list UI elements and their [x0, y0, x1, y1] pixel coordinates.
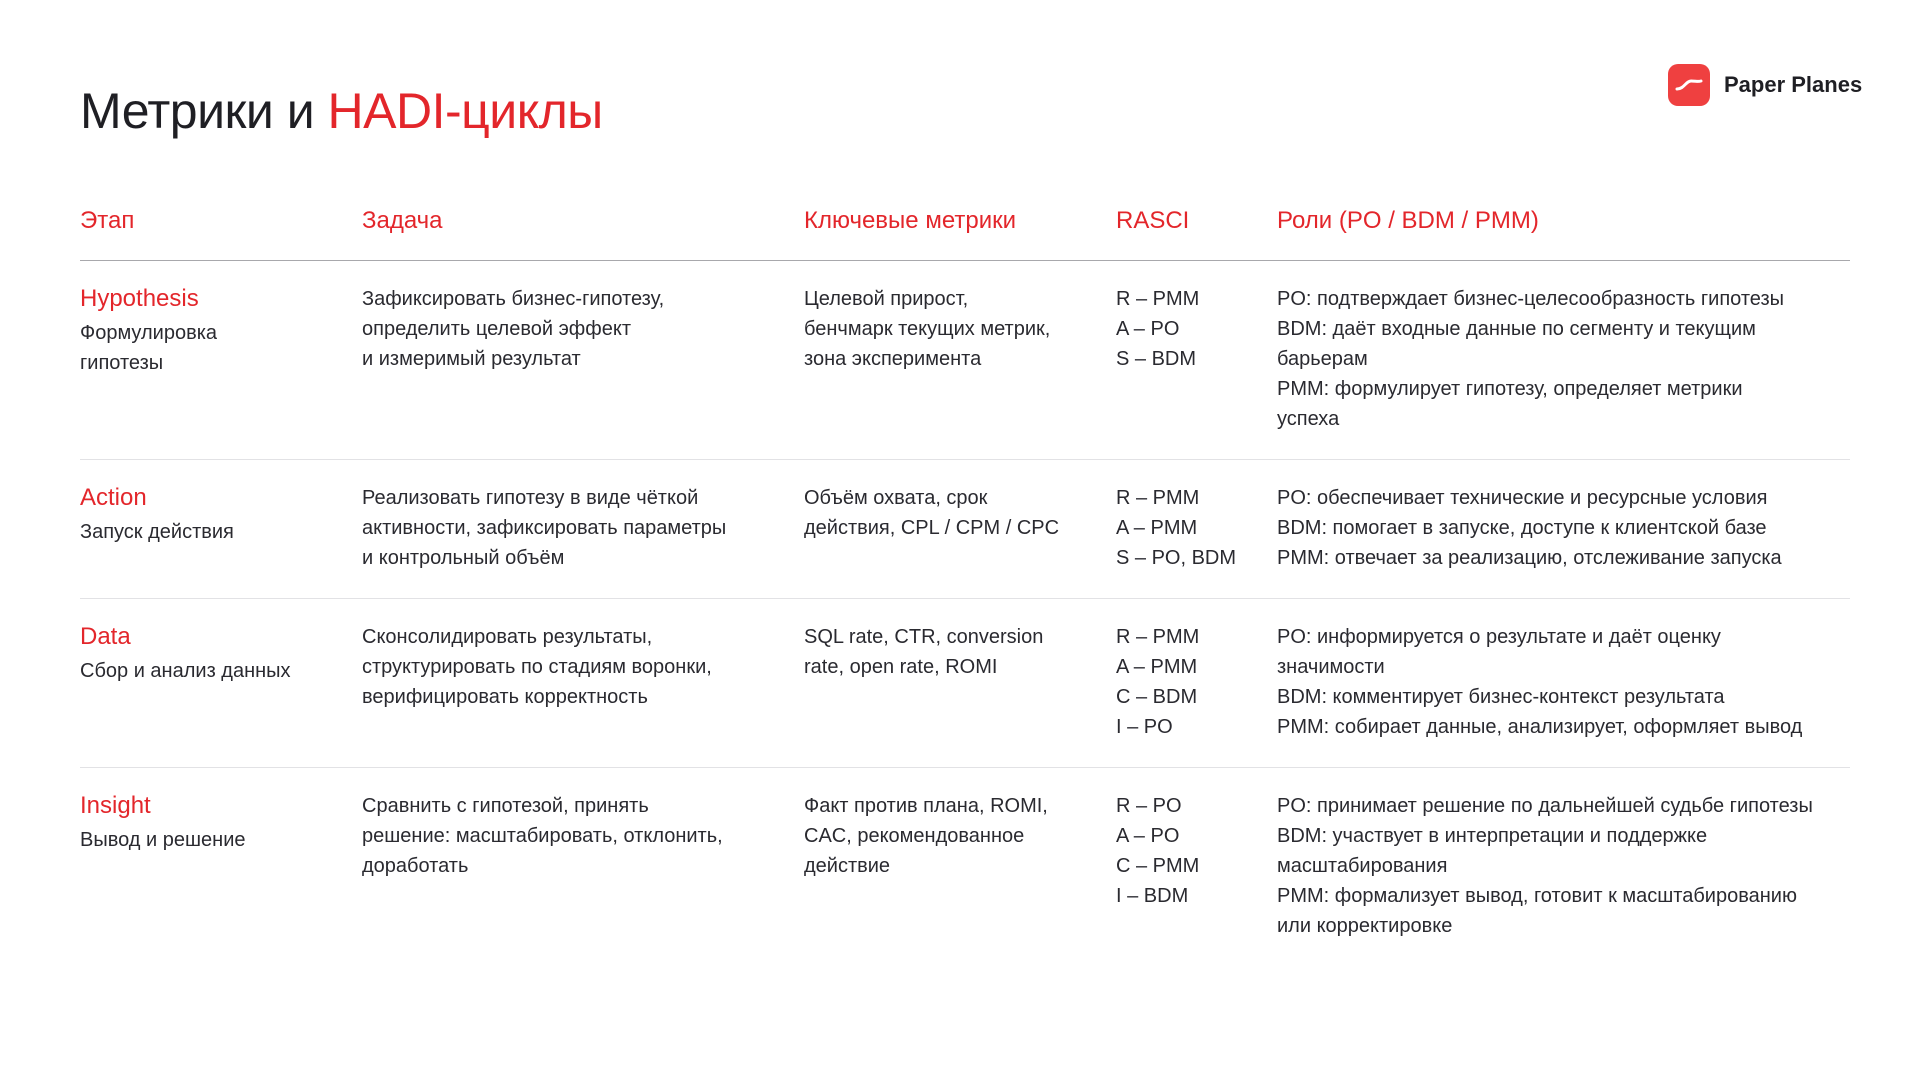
- metrics-line: Факт против плана, ROMI,: [804, 795, 1048, 817]
- rasci-line: I – BDM: [1116, 885, 1189, 907]
- header-task: Задача: [362, 207, 443, 234]
- task-line: Зафиксировать бизнес-гипотезу,: [362, 288, 665, 310]
- stage-cell: [80, 622, 362, 767]
- roles-cell: [1277, 622, 1850, 767]
- roles-line: PO: информируется о результате и даёт оценку: [1277, 626, 1721, 648]
- metrics-line: действия, CPL / CPM / CPC: [804, 517, 1060, 539]
- roles-line: масштабирования: [1277, 855, 1448, 877]
- metrics-line: действие: [804, 855, 891, 877]
- roles-line: PO: подтверждает бизнес-целесообразность гипотезы: [1277, 288, 1785, 310]
- roles-line: PO: обеспечивает технические и ресурсные условия: [1277, 487, 1768, 509]
- roles-line: BDM: помогает в запуске, доступе к клиентской базе: [1277, 517, 1767, 539]
- stage-name: Hypothesis: [80, 285, 199, 312]
- roles-line: PO: принимает решение по дальнейшей судьбе гипотезы: [1277, 795, 1813, 817]
- rasci-line: S – PO, BDM: [1116, 547, 1237, 569]
- task-line: определить целевой эффект: [362, 318, 631, 340]
- header-roles: Роли (PO / BDM / PMM): [1277, 207, 1539, 234]
- rasci-line: R – PO: [1116, 795, 1182, 817]
- rasci-line: C – BDM: [1116, 686, 1198, 708]
- rasci-line: C – PMM: [1116, 855, 1200, 877]
- metrics-line: rate, open rate, ROMI: [804, 656, 998, 678]
- header-metrics: Ключевые метрики: [804, 207, 1017, 234]
- rasci-cell: [1116, 791, 1277, 948]
- rasci-line: R – PMM: [1116, 626, 1200, 648]
- roles-line: BDM: участвует в интерпретации и поддержке: [1277, 825, 1708, 847]
- table-row-insight: [80, 768, 1850, 948]
- roles-line: или корректировке: [1277, 915, 1453, 937]
- task-line: структурировать по стадиям воронки,: [362, 656, 712, 678]
- rasci-line: A – PMM: [1116, 517, 1198, 539]
- rasci-cell: [1116, 483, 1277, 598]
- roles-cell: [1277, 483, 1850, 598]
- metrics-line: Целевой прирост,: [804, 288, 969, 310]
- metrics-cell: [804, 284, 1116, 459]
- metrics-line: Объём охвата, срок: [804, 487, 988, 509]
- task-line: и контрольный объём: [362, 547, 565, 569]
- stage-cell: [80, 284, 362, 459]
- task-line: верифицировать корректность: [362, 686, 648, 708]
- rasci-line: A – PO: [1116, 318, 1180, 340]
- page-title: [80, 80, 603, 142]
- task-line: решение: масштабировать, отклонить,: [362, 825, 723, 847]
- task-line: активности, зафиксировать параметры: [362, 517, 727, 539]
- task-line: Сравнить с гипотезой, принять: [362, 795, 649, 817]
- task-cell: [362, 483, 804, 598]
- rasci-cell: [1116, 284, 1277, 459]
- stage-name: Insight: [80, 792, 151, 819]
- metrics-line: бенчмарк текущих метрик,: [804, 318, 1051, 340]
- roles-line: BDM: даёт входные данные по сегменту и текущим: [1277, 318, 1756, 340]
- roles-line: успеха: [1277, 408, 1340, 430]
- roles-line: PMM: собирает данные, анализирует, оформляет вывод: [1277, 716, 1803, 738]
- roles-line: барьерам: [1277, 348, 1368, 370]
- metrics-cell: [804, 791, 1116, 948]
- roles-line: PMM: формулирует гипотезу, определяет метрики: [1277, 378, 1743, 400]
- stage-cell: [80, 791, 362, 948]
- hadi-table: [80, 203, 1850, 948]
- metrics-cell: [804, 483, 1116, 598]
- paper-planes-logo-icon: [1668, 64, 1710, 106]
- roles-cell: [1277, 791, 1850, 948]
- table-row-action: [80, 460, 1850, 599]
- rasci-line: I – PO: [1116, 716, 1173, 738]
- rasci-line: R – PMM: [1116, 487, 1200, 509]
- task-cell: [362, 791, 804, 948]
- header-stage: Этап: [80, 207, 135, 234]
- stage-desc-line: Сбор и анализ данных: [80, 660, 291, 682]
- table-header: [80, 203, 1850, 261]
- roles-line: BDM: комментирует бизнес-контекст результата: [1277, 686, 1725, 708]
- stage-desc-line: гипотезы: [80, 352, 164, 374]
- brand-name: Paper Planes: [1724, 72, 1863, 97]
- metrics-cell: [804, 622, 1116, 767]
- task-line: доработать: [362, 855, 469, 877]
- roles-line: значимости: [1277, 656, 1385, 678]
- metrics-line: SQL rate, CTR, conversion: [804, 626, 1044, 648]
- table-row-hypothesis: [80, 261, 1850, 460]
- task-line: и измеримый результат: [362, 348, 581, 370]
- stage-name: Action: [80, 484, 147, 511]
- header-rasci: RASCI: [1116, 207, 1190, 234]
- title-accent: HADI-циклы: [327, 83, 603, 139]
- rasci-line: R – PMM: [1116, 288, 1200, 310]
- task-line: Реализовать гипотезу в виде чёткой: [362, 487, 699, 509]
- roles-cell: [1277, 284, 1850, 459]
- stage-desc-line: Запуск действия: [80, 521, 234, 543]
- title-main: Метрики и: [80, 83, 328, 139]
- table-row-data: [80, 599, 1850, 768]
- rasci-line: A – PO: [1116, 825, 1180, 847]
- stage-name: Data: [80, 623, 131, 650]
- stage-cell: [80, 483, 362, 598]
- stage-desc-line: Вывод и решение: [80, 829, 246, 851]
- rasci-cell: [1116, 622, 1277, 767]
- roles-line: PMM: отвечает за реализацию, отслеживание запуска: [1277, 547, 1782, 569]
- task-cell: [362, 284, 804, 459]
- brand-logo: [1668, 64, 1862, 106]
- task-cell: [362, 622, 804, 767]
- roles-line: PMM: формализует вывод, готовит к масштабированию: [1277, 885, 1797, 907]
- stage-desc-line: Формулировка: [80, 322, 218, 344]
- task-line: Сконсолидировать результаты,: [362, 626, 653, 648]
- metrics-line: зона эксперимента: [804, 348, 982, 370]
- metrics-line: CAC, рекомендованное: [804, 825, 1025, 847]
- rasci-line: A – PMM: [1116, 656, 1198, 678]
- rasci-line: S – BDM: [1116, 348, 1197, 370]
